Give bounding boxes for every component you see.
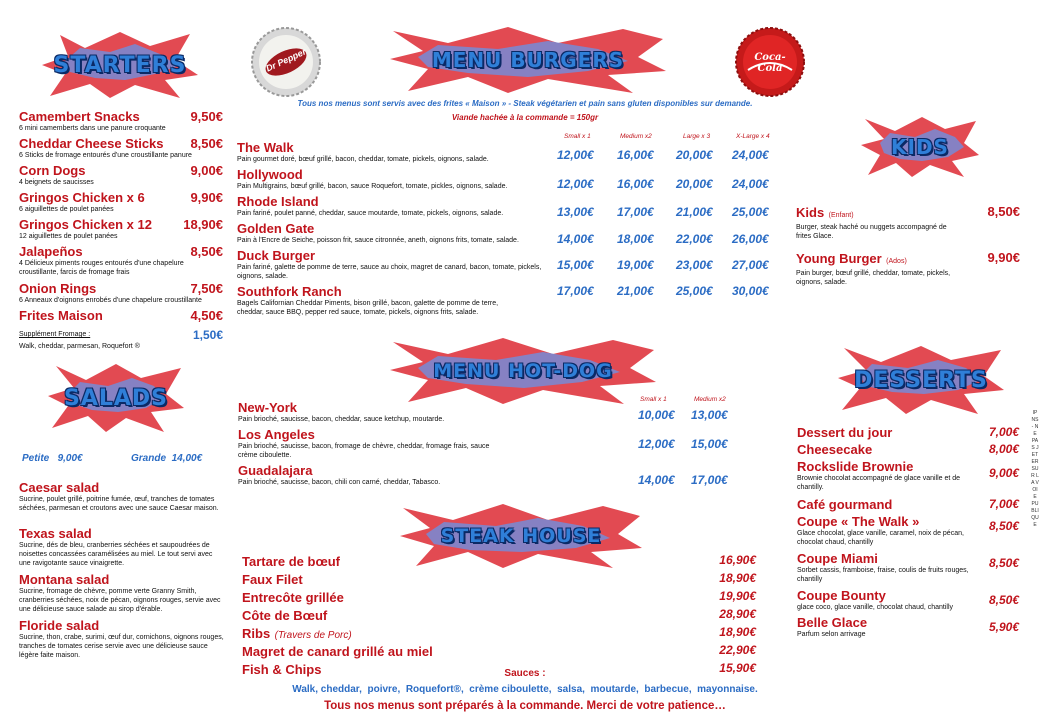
burgers-note: Tous nos menus sont servis avec des frites « Maison » - Steak végétarien et pain sans gluten disponibles sur demande. [297, 99, 753, 108]
list-item: Frites Maison 4,50€ [19, 308, 223, 323]
list-item: Fish & Chips 15,90€ [242, 661, 756, 677]
desserts-title: DESSERTS [854, 367, 988, 393]
list-item: Jalapeños 8,50€ 4 Délicieux piments rouges entourés d'une chapelure croustillante, farcis de fromage frais [19, 244, 223, 276]
list-item: The Walk Pain gourmet doré, bœuf grillé, bacon, cheddar, tomate, pickels, oignons, salade. 12,00€ 16,00€ 20,00€ 24,00€ [237, 140, 769, 163]
list-item: Montana salad Sucrine, fromage de chèvre, pomme verte Granny Smith, cranberries séchées, noix de pécan, oignons rouges, servie avec une délicieuse sauce salade au sirop d'érable. [19, 572, 221, 613]
list-item: Café gourmand 7,00€ [797, 497, 1019, 512]
list-item: Rockslide Brownie 9,00€ Brownie chocolat accompagné de glace vanille et de chantilly. [797, 459, 1019, 491]
starters-title-burst [40, 30, 200, 100]
list-item: Coupe Miami 8,50€ Sorbet cassis, framboise, fraise, coulis de fruits rouges, chantilly [797, 551, 1019, 583]
supplement: Supplément Fromage : 1,50€ Walk, cheddar, parmesan, Roquefort ® [19, 328, 223, 350]
kids-title-burst [860, 115, 980, 179]
kids-title: KIDS [891, 135, 949, 159]
list-item: Kids (Enfant) 8,50€ Burger, steak haché ou nuggets accompagné de frites Glace. [796, 204, 1020, 240]
vertical-legal-text: IPNS - NE PAS JETER SUR LA VOIE PUBLIQUE [1031, 410, 1039, 528]
sauces-list: Walk, cheddar, poivre, Roquefort®, crème ciboulette, salsa, moutarde, barbecue, mayonnaise. [292, 684, 758, 695]
cocacola-logo [734, 26, 806, 98]
salad-price-petite: Petite 9,00€ [22, 453, 83, 464]
list-item: Corn Dogs 9,00€ 4 beignets de saucisses [19, 163, 223, 186]
list-item: Young Burger (Ados) 9,90€ Pain burger, bœuf grillé, cheddar, tomate, pickels, oignons, salade. [796, 250, 1020, 286]
burgers-title-burst [388, 25, 668, 95]
list-item: Cheesecake 8,00€ [797, 442, 1019, 457]
salads-title-burst [46, 362, 186, 434]
list-item: Rhode Island Pain fariné, poulet panné, cheddar, sauce moutarde, tomate, pickels, oignons, salade. 13,00€ 17,00€ 21,00€ 25,00€ [237, 194, 769, 219]
list-item: Coupe « The Walk » 8,50€ Glace chocolat, glace vanille, caramel, noix de pécan, chocolat chaud, chantilly [797, 514, 1019, 546]
starters-title: STARTERS [53, 52, 187, 78]
list-item: Ribs (Travers de Porc) 18,90€ [242, 625, 756, 641]
list-item: Belle Glace 5,90€ Parfum selon arrivage [797, 615, 1019, 638]
list-item: Hollywood Pain Multigrains, bœuf grillé, bacon, sauce Roquefort, tomate, pickles, oignons, salade. 12,00€ 16,00€ 20,00€ 24,00€ [237, 167, 769, 191]
desserts-title-burst [836, 344, 1006, 416]
list-item: Los Angeles Pain brioché, saucisse, bacon, fromage de chèvre, cheddar, fromage frais, sauce crème ciboulette. 12,00€ 15,00€ [238, 427, 728, 459]
sauces-label: Sauces : [504, 668, 546, 679]
list-item: Faux Filet 18,90€ [242, 571, 756, 587]
list-item: Floride salad Sucrine, thon, crabe, surimi, œuf dur, cornichons, oignons rouges, tranches de tomates cerise servie avec une délicieuse sauce légère faite maison. [19, 618, 224, 659]
burgers-title: MENU BURGERS [431, 48, 625, 72]
list-item: Duck Burger Pain fariné, galette de pomme de terre, sauce au choix, magret de canard, bacon, tomate, pickels, oignons, salade. 15,00€ 19,00€ 23,00€ 27,00€ [237, 248, 769, 280]
burger-size-large: Large x 3 [683, 133, 711, 140]
hotdog-title: MENU HOT-DOG [433, 360, 613, 382]
burger-size-small: Small x 1 [564, 133, 591, 140]
hotdog-title-burst [388, 336, 658, 406]
list-item: Coupe Bounty 8,50€ glace coco, glace vanille, chocolat chaud, chantilly [797, 588, 1019, 611]
list-item: Entrecôte grillée 19,90€ [242, 589, 756, 605]
list-item: Golden Gate Pain à l'Encre de Seiche, poisson frit, sauce citronnée, aneth, oignons frits, tomate, salade. 14,00€ 18,00€ 22,00€ 26,00€ [237, 221, 769, 246]
steak-title: STEAK HOUSE [440, 525, 602, 547]
list-item: Gringos Chicken x 12 18,90€ 12 aiguillettes de poulet panées [19, 217, 223, 240]
salad-price-grande: Grande 14,00€ [131, 453, 203, 464]
salads-title: SALADS [63, 385, 169, 411]
hotdog-size-medium: Medium x2 [694, 396, 726, 403]
list-item: Gringos Chicken x 6 9,90€ 6 aiguillettes de poulet panées [19, 190, 223, 213]
burgers-weight-note: Viande hachée à la commande = 150gr [451, 113, 599, 122]
list-item: Camembert Snacks 9,50€ 6 mini camemberts dans une panure croquante [19, 109, 223, 132]
drpepper-logo [250, 26, 322, 98]
burger-size-medium: Medium x2 [620, 133, 652, 140]
list-item: Côte de Bœuf 28,90€ [242, 607, 756, 623]
list-item: Magret de canard grillé au miel 22,90€ [242, 643, 756, 659]
list-item: Texas salad Sucrine, dés de bleu, cranberries séchées et saupoudrées de noisettes concassées caramélisées au miel. Le tout servi avec une ravigotante sauce vinaigrette. [19, 526, 213, 567]
list-item: Caesar salad Sucrine, poulet grillé, poitrine fumée, œuf, tranches de tomates séchées, parmesan et croutons avec une sauce Caesar maison. [19, 480, 219, 512]
list-item: Tartare de bœuf 16,90€ [242, 553, 756, 569]
list-item: Guadalajara Pain brioché, saucisse, bacon, chili con carné, cheddar, Tabasco. 14,00€ 17,00€ [238, 463, 728, 487]
list-item: Onion Rings 7,50€ 6 Anneaux d'oignons enrobés d'une chapelure croustillante [19, 281, 223, 304]
burger-size-xlarge: X-Large x 4 [736, 133, 770, 140]
list-item: Cheddar Cheese Sticks 8,50€ 6 Sticks de fromage entourés d'une croustillante panure [19, 136, 223, 159]
footer-note: Tous nos menus sont préparés à la commande. Merci de votre patience… [324, 700, 726, 712]
hotdog-size-small: Small x 1 [640, 396, 667, 403]
list-item: Southfork Ranch Bagels Californian Cheddar Piments, bison grillé, bacon, galette de pomme de terre, cheddar, sauce BBQ, pepper red sauce, tomate, pickels, oignons frits, salade. 17,00€ 21,00€ 25,00€ 30,00€ [237, 284, 769, 316]
list-item: Dessert du jour 7,00€ [797, 425, 1019, 440]
list-item: New-York Pain brioché, saucisse, bacon, cheddar, sauce ketchup, moutarde. 10,00€ 13,00€ [238, 400, 728, 423]
cocacola-logo-text: Coca-Cola [754, 52, 786, 74]
drpepper-logo-text: Dr Pepper [264, 46, 308, 74]
